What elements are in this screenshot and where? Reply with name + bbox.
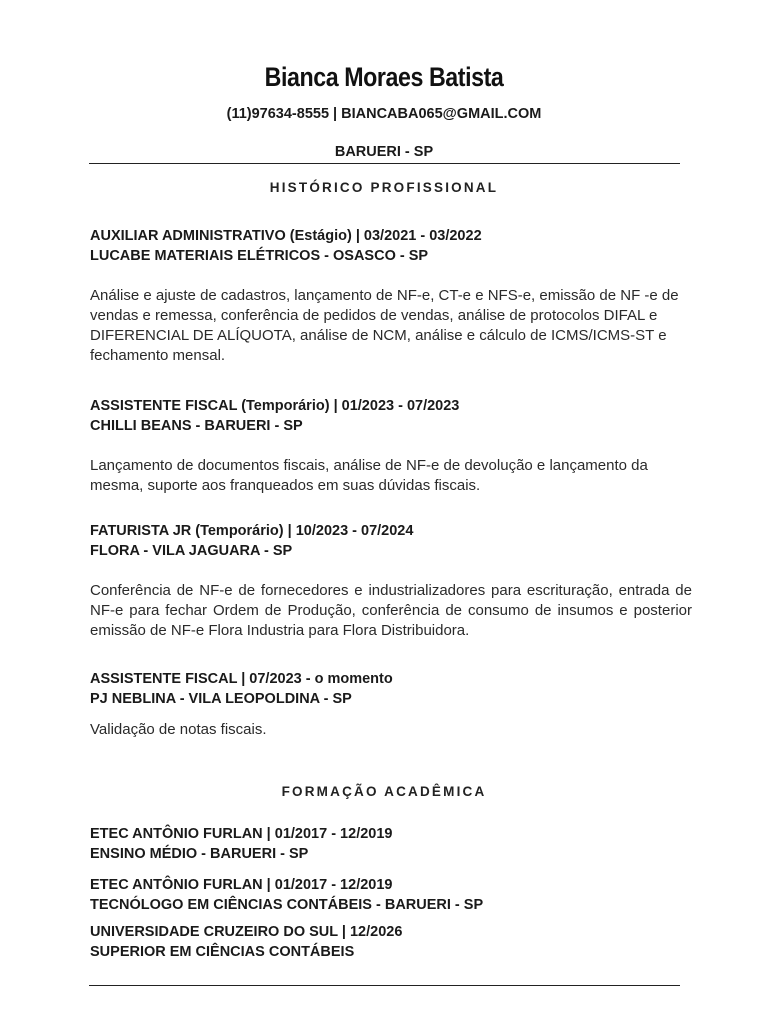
education-course: TECNÓLOGO EM CIÊNCIAS CONTÁBEIS - BARUERI - SP: [90, 897, 484, 913]
job-role: FATURISTA JR (Temporário) | 10/2023 - 07/2024: [90, 523, 414, 539]
job-description: Análise e ajuste de cadastros, lançamento de NF-e, CT-e e NFS-e, emissão de NF -e de vendas e remessa, conferência de pedidos de vendas, análise de protocolos DIFAL e DIFERENCIAL DE ALÍQUOTA, análise de NCM, análise e cálculo de ICMS/ICMS-ST e fechamento mensal.: [90, 287, 679, 364]
job-description: Validação de notas fiscais.: [90, 721, 267, 738]
education-course: ENSINO MÉDIO - BARUERI - SP: [90, 846, 309, 862]
job-role: ASSISTENTE FISCAL (Temporário) | 01/2023 - 07/2023: [90, 398, 460, 414]
header-divider: [89, 163, 680, 164]
experience-entry: [90, 226, 692, 266]
job-company: FLORA - VILA JAGUARA - SP: [90, 543, 293, 559]
education-school: UNIVERSIDADE CRUZEIRO DO SUL | 12/2026: [90, 924, 403, 940]
education-school: ETEC ANTÔNIO FURLAN | 01/2017 - 12/2019: [90, 877, 393, 893]
footer-divider: [89, 985, 680, 986]
candidate-name: Bianca Moraes Batista: [264, 62, 504, 92]
experience-entry: [90, 521, 692, 561]
experience-entry: [90, 396, 692, 436]
job-company: CHILLI BEANS - BARUERI - SP: [90, 418, 303, 434]
job-role: ASSISTENTE FISCAL | 07/2023 - o momento: [90, 671, 393, 687]
experience-entry: [90, 669, 692, 709]
job-company: PJ NEBLINA - VILA LEOPOLDINA - SP: [90, 691, 352, 707]
job-description: Conferência de NF-e de fornecedores e industrializadores para escrituração, entrada de NF-e para fechar Ordem de Produção, conferência de consumo de insumos e posterior emissão de NF-e Flora Industria para Flora Distribuidora.: [90, 582, 692, 639]
education-section-title: FORMAÇÃO ACADÊMICA: [281, 784, 487, 799]
job-company: LUCABE MATERIAIS ELÉTRICOS - OSASCO - SP: [90, 248, 429, 264]
education-entry: [90, 875, 692, 915]
education-course: SUPERIOR EM CIÊNCIAS CONTÁBEIS: [90, 944, 355, 960]
experience-section-title: HISTÓRICO PROFISSIONAL: [269, 180, 499, 195]
education-entry: [90, 922, 692, 962]
job-description: Lançamento de documentos fiscais, análise de NF-e de devolução e lançamento da mesma, suporte aos franqueados em suas dúvidas fiscais.: [90, 457, 648, 494]
contact-line: (11)97634-8555 | BIANCABA065@GMAIL.COM: [226, 106, 542, 122]
education-school: ETEC ANTÔNIO FURLAN | 01/2017 - 12/2019: [90, 826, 393, 842]
education-entry: [90, 824, 692, 864]
location: BARUERI - SP: [334, 144, 434, 160]
job-role: AUXILIAR ADMINISTRATIVO (Estágio) | 03/2021 - 03/2022: [90, 228, 482, 244]
